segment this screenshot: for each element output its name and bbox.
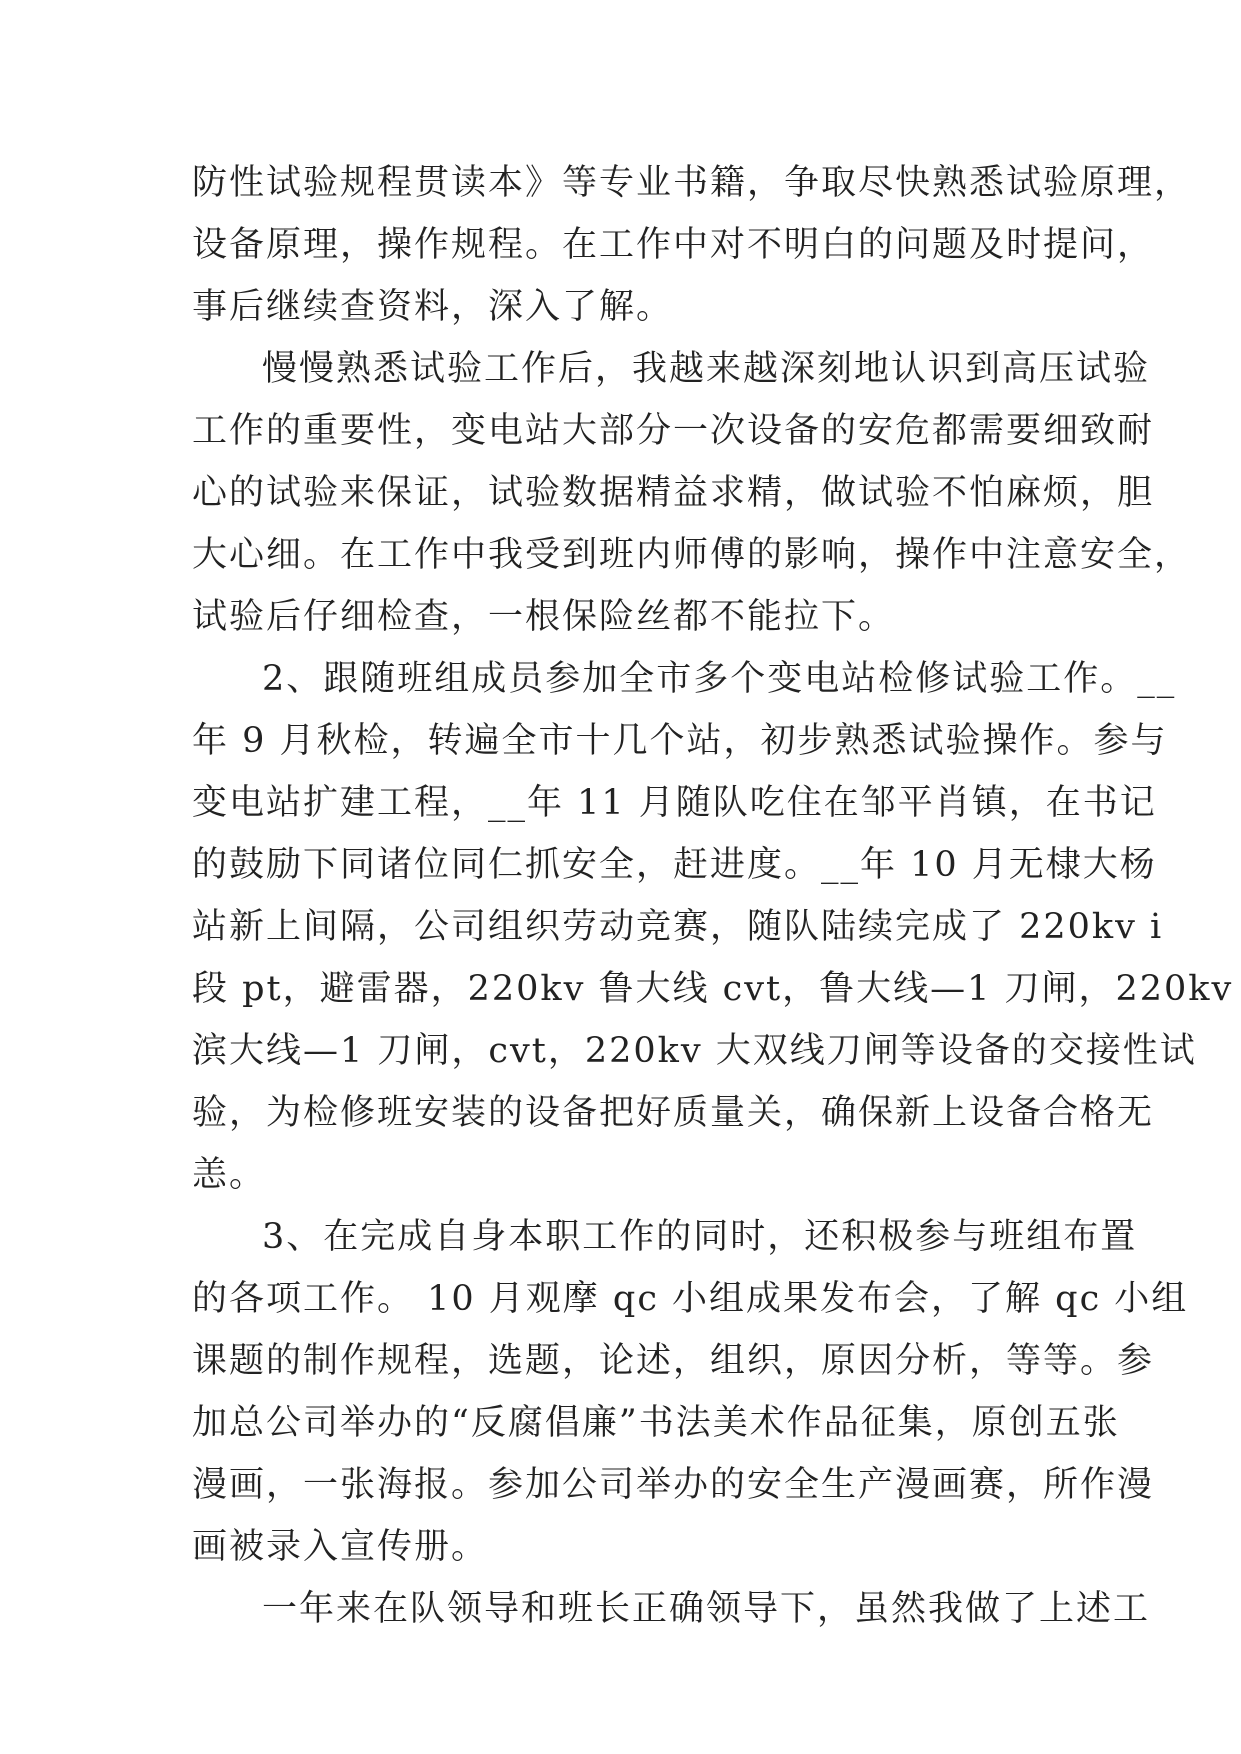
text-line: 年 9 月秋检，转遍全市十几个站，初步熟悉试验操作。参与 <box>192 721 1168 761</box>
text-line: 漫画，一张海报。参加公司举办的安全生产漫画赛，所作漫 <box>192 1465 1155 1505</box>
text-line: 验，为检修班安装的设备把好质量关，确保新上设备合格无 <box>192 1093 1155 1133</box>
text-line: 试验后仔细检查，一根保险丝都不能拉下。 <box>192 597 896 637</box>
text-line: 事后继续查资料，深入了解。 <box>192 287 674 327</box>
text-line: 的各项工作。 10 月观摩 qc 小组成果发布会，了解 qc 小组 <box>192 1279 1189 1319</box>
text-line: 大心细。在工作中我受到班内师傅的影响，操作中注意安全， <box>192 535 1192 575</box>
text-line: 变电站扩建工程，__年 11 月随队吃住在邹平肖镇，在书记 <box>192 783 1157 823</box>
text-line: 工作的重要性，变电站大部分一次设备的安危都需要细致耐 <box>192 411 1155 451</box>
paragraph-4 <box>192 1206 1189 1578</box>
paragraph-5 <box>192 1578 1151 1640</box>
text-line: 课题的制作规程，选题，论述，组织，原因分析，等等。参 <box>192 1341 1155 1381</box>
text-line: 恙。 <box>192 1155 267 1195</box>
paragraph-2 <box>192 338 1192 648</box>
text-line: 的鼓励下同诸位同仁抓安全，赶进度。__年 10 月无棣大杨 <box>192 845 1157 885</box>
paragraph-3 <box>192 648 1234 1206</box>
document-body <box>192 152 1234 1640</box>
text-line: 滨大线—1 刀闸，cvt，220kv 大双线刀闸等设备的交接性试 <box>192 1031 1197 1071</box>
paragraph-1 <box>192 152 1192 338</box>
text-line: 防性试验规程贯读本》等专业书籍，争取尽快熟悉试验原理， <box>192 163 1192 203</box>
text-line: 设备原理，操作规程。在工作中对不明白的问题及时提问， <box>192 225 1155 265</box>
text-line: 段 pt，避雷器，220kv 鲁大线 cvt，鲁大线—1 刀闸，220kv <box>192 969 1234 1009</box>
text-line: 画被录入宣传册。 <box>192 1527 489 1567</box>
text-line: 一年来在队领导和班长正确领导下，虽然我做了上述工 <box>262 1589 1151 1629</box>
text-line: 慢慢熟悉试验工作后，我越来越深刻地认识到高压试验 <box>262 349 1151 389</box>
text-line: 2、跟随班组成员参加全市多个变电站检修试验工作。__ <box>262 659 1177 699</box>
text-line: 加总公司举办的“反腐倡廉”书法美术作品征集，原创五张 <box>192 1403 1120 1443</box>
text-line: 心的试验来保证，试验数据精益求精，做试验不怕麻烦，胆 <box>192 473 1155 513</box>
text-line: 站新上间隔，公司组织劳动竞赛，随队陆续完成了 220kv i <box>192 907 1164 947</box>
text-line: 3、在完成自身本职工作的同时，还积极参与班组布置 <box>262 1217 1138 1257</box>
